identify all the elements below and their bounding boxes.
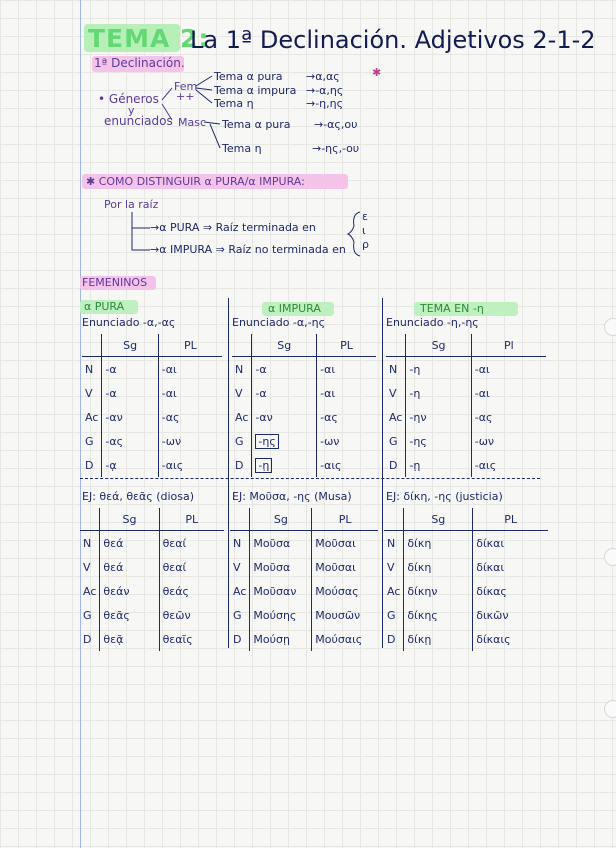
pl-header: PL: [317, 334, 376, 357]
pl-cell: -αι: [320, 386, 336, 400]
pl-cell: -αι: [161, 386, 177, 400]
pl-cell: θεαί: [162, 560, 187, 574]
endings-table: [386, 334, 546, 477]
table-row: [230, 531, 378, 556]
sg-cell: -η: [406, 357, 471, 382]
y-label: y: [128, 104, 135, 117]
case-label: Ac: [386, 405, 406, 429]
table-row: [384, 627, 548, 651]
table-row: [384, 603, 548, 627]
star-icon: ✱: [372, 66, 382, 79]
table-row: [80, 627, 224, 651]
rule-label: Tema α impura: [214, 84, 297, 97]
section-heading: 1ª Declinación.: [94, 56, 185, 70]
table-row: [80, 531, 224, 556]
sg-cell: θεᾶς: [100, 603, 159, 627]
sg-header: Sg: [250, 508, 312, 531]
example-title: EJ: δίκη, -ης (justicia): [386, 490, 503, 503]
sg-cell: Μοῦσα: [250, 531, 312, 556]
sg-cell: -ης: [406, 429, 471, 453]
masc-label: Masc: [178, 116, 207, 129]
case-label: Ac: [230, 579, 250, 603]
table-row: [230, 555, 378, 579]
case-label: D: [82, 453, 102, 477]
case-label: N: [384, 531, 404, 556]
sg-cell: θεά: [100, 531, 159, 556]
pl-cell: Μούσαις: [315, 632, 363, 646]
pl-header: PL: [158, 334, 222, 357]
pl-cell: -αι: [320, 362, 336, 376]
case-label: N: [232, 357, 252, 382]
table-row: [82, 381, 222, 405]
case-label: V: [230, 555, 250, 579]
pl-cell: Μούσας: [315, 584, 359, 598]
table-row: [384, 555, 548, 579]
case-label: V: [384, 555, 404, 579]
pl-cell: -ων: [474, 434, 495, 448]
sg-cell: δίκην: [404, 579, 473, 603]
case-label: D: [230, 627, 250, 651]
pl-cell: δίκαι: [476, 536, 505, 550]
rule-label: Tema α pura: [214, 70, 283, 83]
sg-cell: θεάν: [100, 579, 159, 603]
table-row: [232, 453, 376, 477]
subtable-title: α PURA: [84, 300, 125, 313]
table-row: [230, 603, 378, 627]
table-row: [384, 531, 548, 556]
sg-cell: δίκης: [404, 603, 473, 627]
pl-header: PL: [473, 508, 548, 531]
case-label: Ac: [80, 579, 100, 603]
pl-cell: θεῶν: [162, 608, 191, 622]
pl-cell: -αις: [161, 458, 184, 472]
pl-cell: -αι: [474, 362, 490, 376]
sg-cell: -α: [102, 381, 158, 405]
case-label: G: [82, 429, 102, 453]
pl-cell: -αι: [474, 386, 490, 400]
sg-cell: δίκῃ: [404, 627, 473, 651]
subtable-title: TEMA EN -η: [420, 302, 484, 315]
pl-cell: -αι: [161, 362, 177, 376]
table-row: [82, 357, 222, 382]
sg-cell: -α: [252, 357, 317, 382]
rule-label: Tema η: [214, 97, 254, 110]
sg-header: Sg: [406, 334, 471, 357]
case-label: N: [82, 357, 102, 382]
case-label: D: [80, 627, 100, 651]
case-label: G: [384, 603, 404, 627]
sg-cell: -α: [102, 357, 158, 382]
sg-header: Sg: [252, 334, 317, 357]
case-label: V: [82, 381, 102, 405]
rule-result: →α,ας: [306, 70, 340, 83]
table-row: [230, 627, 378, 651]
fem-label: Fem: [174, 80, 198, 93]
enunciado-label: Enunciado -α,-ας: [82, 316, 176, 329]
case-label: D: [386, 453, 406, 477]
enunciados-label: enunciados: [104, 114, 173, 128]
rule-result: →-η,ης: [306, 97, 344, 110]
pl-header: Pl: [471, 334, 546, 357]
pl-cell: θεαῖς: [162, 632, 193, 646]
sg-cell: Μούσης: [250, 603, 312, 627]
case-label: Ac: [82, 405, 102, 429]
section-heading: ✱ COMO DISTINGUIR α PURA/α IMPURA:: [86, 175, 305, 188]
table-row: [80, 579, 224, 603]
pl-cell: θεαί: [162, 536, 187, 550]
example-title: EJ: θεά, θεᾶς (diosa): [82, 490, 195, 503]
pl-cell: δίκας: [476, 584, 507, 598]
sg-cell: Μούσῃ: [250, 627, 312, 651]
table-row: [230, 579, 378, 603]
example-table: [384, 508, 548, 651]
sg-header: Sg: [102, 334, 158, 357]
pl-cell: -ας: [320, 410, 338, 424]
table-row: [232, 357, 376, 382]
sg-cell: -ας: [102, 429, 158, 453]
case-label: V: [80, 555, 100, 579]
dashed-divider: [80, 478, 540, 479]
subtable-title: α IMPURA: [268, 302, 321, 315]
rule-line: →α PURA ⇒ Raíz terminada en: [150, 221, 316, 234]
table-row: [232, 381, 376, 405]
table-row: [82, 453, 222, 477]
table-row: [386, 429, 546, 453]
case-label: N: [386, 357, 406, 382]
example-title: EJ: Μοῦσα, -ης (Musa): [232, 490, 352, 503]
table-row: [384, 579, 548, 603]
pl-cell: δίκαις: [476, 632, 511, 646]
sg-cell: δίκη: [404, 531, 473, 556]
table-row: [386, 453, 546, 477]
sg-cell-boxed: -ῃ: [255, 458, 272, 473]
sg-cell: Μοῦσαν: [250, 579, 312, 603]
table-row: [386, 405, 546, 429]
case-label: Ac: [232, 405, 252, 429]
por-raiz-label: Por la raíz: [104, 198, 159, 211]
sg-cell: θεᾷ: [100, 627, 159, 651]
pl-cell: -ων: [161, 434, 182, 448]
page-title: La 1ª Declinación. Adjetivos 2-1-2: [190, 26, 596, 54]
letter: ε: [362, 210, 368, 223]
example-table: [80, 508, 224, 651]
rule-result: →-ης,-ου: [312, 142, 360, 155]
pl-cell: Μουσῶν: [315, 608, 361, 622]
table-row: [82, 405, 222, 429]
endings-table: [232, 334, 376, 477]
pl-header: PL: [312, 508, 378, 531]
sg-cell: -ην: [406, 405, 471, 429]
pl-cell: δίκαι: [476, 560, 505, 574]
sg-cell: -ᾳ: [102, 453, 158, 477]
sg-cell: -ῃ: [406, 453, 471, 477]
sg-cell: Μοῦσα: [250, 555, 312, 579]
endings-table: [82, 334, 222, 477]
case-label: N: [230, 531, 250, 556]
table-row: [232, 405, 376, 429]
case-label: D: [384, 627, 404, 651]
column-divider: [228, 298, 229, 648]
rule-label: Tema α pura: [222, 118, 291, 131]
rule-result: →-ας,ου: [314, 118, 358, 131]
pl-cell: δικῶν: [476, 608, 509, 622]
table-row: [82, 429, 222, 453]
column-divider: [382, 298, 383, 648]
table-row: [232, 429, 376, 453]
enunciado-label: Enunciado -α,-ης: [232, 316, 326, 329]
sg-cell: -αν: [252, 405, 317, 429]
example-table: [230, 508, 378, 651]
generos-label: • Géneros: [98, 92, 159, 106]
enunciado-label: Enunciado -η,-ης: [386, 316, 479, 329]
table-row: [386, 381, 546, 405]
letter: ι: [362, 224, 366, 237]
case-label: G: [80, 603, 100, 627]
case-label: Ac: [384, 579, 404, 603]
sg-cell: θεά: [100, 555, 159, 579]
sg-header: Sg: [100, 508, 159, 531]
pl-cell: θεάς: [162, 584, 189, 598]
letter: ρ: [362, 238, 369, 251]
table-row: [80, 603, 224, 627]
pl-cell: -αις: [474, 458, 497, 472]
case-label: G: [386, 429, 406, 453]
pl-cell: Μοῦσαι: [315, 536, 356, 550]
case-label: N: [80, 531, 100, 556]
case-label: G: [230, 603, 250, 627]
sg-cell: δίκη: [404, 555, 473, 579]
sg-cell: -η: [406, 381, 471, 405]
page-title-tema: TEMA 2:: [88, 24, 210, 53]
sg-header: Sg: [404, 508, 473, 531]
pl-header: PL: [159, 508, 224, 531]
rule-label: Tema η: [222, 142, 262, 155]
rule-result: →-α,ης: [306, 84, 344, 97]
sg-cell-boxed: -ης: [255, 434, 278, 449]
femeninos-heading: FEMENINOS: [82, 276, 148, 289]
sg-cell: -α: [252, 381, 317, 405]
plusplus-label: ++: [176, 90, 195, 103]
case-label: D: [232, 453, 252, 477]
pl-cell: Μοῦσαι: [315, 560, 356, 574]
pl-cell: -αις: [320, 458, 342, 472]
sg-cell: -αν: [102, 405, 158, 429]
case-label: V: [386, 381, 406, 405]
rule-line: →α IMPURA ⇒ Raíz no terminada en: [150, 243, 346, 256]
case-label: V: [232, 381, 252, 405]
table-row: [80, 555, 224, 579]
pl-cell: -ας: [161, 410, 180, 424]
table-row: [386, 357, 546, 382]
pl-cell: -ας: [474, 410, 493, 424]
pl-cell: -ων: [320, 434, 340, 448]
case-label: G: [232, 429, 252, 453]
